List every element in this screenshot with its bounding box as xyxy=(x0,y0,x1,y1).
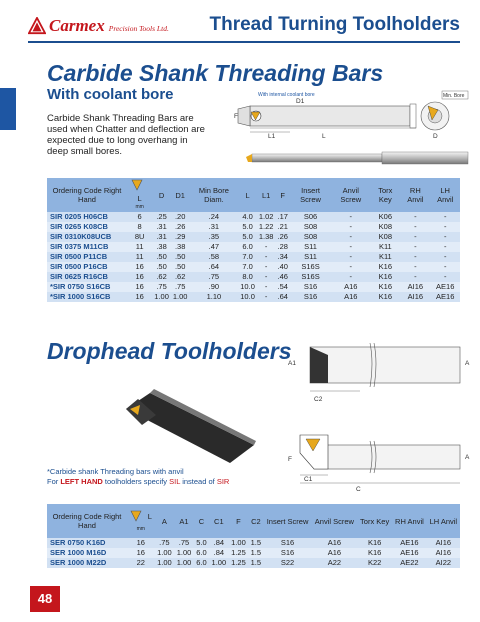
table-cell: AE16 xyxy=(392,548,427,558)
column-header: Ordering Code Right Hand xyxy=(47,178,127,212)
column-header: L xyxy=(238,178,257,212)
table-cell: .31 xyxy=(152,222,171,232)
table-cell: - xyxy=(400,262,430,272)
table-cell: .34 xyxy=(277,252,288,261)
table-cell: 16 xyxy=(127,538,155,548)
table-cell: - xyxy=(430,242,460,252)
table-cell: 7.0 xyxy=(238,252,257,262)
table-row xyxy=(47,242,460,252)
table-cell: .17 xyxy=(277,212,288,221)
table-cell: AE22 xyxy=(392,558,427,568)
table-cell: - xyxy=(331,242,370,252)
label-A1: A1 xyxy=(288,360,296,367)
table-cell: 8U xyxy=(127,232,152,242)
table-cell: A22 xyxy=(312,558,358,568)
table-cell: A16 xyxy=(331,282,370,292)
table-cell: A16 xyxy=(312,538,358,548)
table-cell: K16 xyxy=(370,272,400,282)
table-cell: .29 xyxy=(171,232,190,242)
section-description: Carbide Shank Threading Bars are used when Chatter and deflection are expected due to long overhang in deep small bores. xyxy=(47,113,205,157)
column-header: Min Bore Diam. xyxy=(189,178,238,212)
table-cell: 22 xyxy=(127,558,155,568)
table-cell: K16 xyxy=(370,292,400,302)
table-cell: 10.0 xyxy=(240,282,255,291)
table-cell: 1.00 xyxy=(174,548,194,558)
table-cell: AI16 xyxy=(427,538,460,548)
label-C1: C1 xyxy=(304,476,313,483)
table-cell: S11 xyxy=(290,252,331,262)
table-cell: K08 xyxy=(370,222,400,232)
table-cell: .35 xyxy=(189,232,238,242)
table-cell: 1.00 xyxy=(155,548,175,558)
table-cell: .31 xyxy=(152,232,171,242)
table-cell: K16 xyxy=(370,262,400,272)
table-row xyxy=(47,282,460,292)
note-left-hand xyxy=(47,477,229,487)
ordering-code: *SIR 0750 S16CB xyxy=(47,282,127,292)
table-cell: 16 xyxy=(127,272,152,282)
section-side-tab xyxy=(0,88,16,130)
table-cell: - xyxy=(331,232,370,242)
table-cell: K11 xyxy=(370,242,400,252)
column-header: C xyxy=(194,504,209,538)
drophead-drawing xyxy=(280,335,480,495)
table-cell: A16 xyxy=(312,548,358,558)
table-cell: 1.00 xyxy=(155,558,175,568)
column-header: C2 xyxy=(248,504,263,538)
table-cell: K08 xyxy=(370,232,400,242)
table-cell: A16 xyxy=(331,292,370,302)
drophead-toolholder-image xyxy=(120,385,260,470)
table-cell: - xyxy=(400,252,430,262)
table-cell: 6.0 xyxy=(238,242,257,252)
table-cell: 16 xyxy=(127,262,152,272)
table-cell: .21 xyxy=(277,222,288,231)
table-cell: 1.38 xyxy=(258,232,274,241)
table-cell: .38 xyxy=(171,242,190,252)
table-cell: 5.0 xyxy=(238,232,257,242)
table-cell: 11 xyxy=(127,242,152,252)
table-cell: .62 xyxy=(152,272,171,282)
table-cell: 1.00 xyxy=(174,558,194,568)
unit-label: mm xyxy=(136,525,145,532)
note-anvil: *Carbide shank Threading bars with anvil xyxy=(47,467,184,476)
table-cell: AI22 xyxy=(427,558,460,568)
table-cell: 6.0 xyxy=(194,558,209,568)
table-cell: .25 xyxy=(152,212,171,222)
table-cell: S08 xyxy=(290,222,331,232)
ordering-code: *SIR 1000 S16CB xyxy=(47,292,127,302)
table-row xyxy=(47,262,460,272)
ordering-code: SER 1000 M22D xyxy=(47,558,127,568)
column-header: RH Anvil xyxy=(392,504,427,538)
table-cell: - xyxy=(257,242,276,252)
note-text: For xyxy=(47,477,61,486)
table-cell: .75 xyxy=(152,282,171,292)
table-cell: 1.5 xyxy=(248,548,263,558)
table-cell: 6 xyxy=(127,212,152,222)
column-header: F xyxy=(275,178,289,212)
table-cell: - xyxy=(400,232,430,242)
section-subtitle-coolant: With coolant bore xyxy=(47,86,174,103)
label-F: F xyxy=(234,113,238,120)
ordering-code: SIR 0205 H06CB xyxy=(47,212,127,222)
table-cell: K16 xyxy=(357,538,392,548)
column-header-label: L xyxy=(147,511,152,521)
column-header: C1 xyxy=(209,504,229,538)
column-header xyxy=(127,178,152,212)
table-cell: - xyxy=(257,252,276,262)
table-cell: S16S xyxy=(290,272,331,282)
table-cell: AE16 xyxy=(430,292,460,302)
table-cell: - xyxy=(331,212,370,222)
ordering-code: SIR 0310K08UCB xyxy=(47,232,127,242)
section-title-drophead: Drophead Toolholders xyxy=(47,338,292,364)
table-cell: .84 xyxy=(209,538,229,548)
table-row xyxy=(47,272,460,282)
note-sir-code: SIR xyxy=(216,477,230,486)
table-row xyxy=(47,538,460,548)
header-divider xyxy=(28,41,460,43)
table-cell: 16 xyxy=(127,282,152,292)
column-header: D xyxy=(152,178,171,212)
table-cell: .50 xyxy=(152,252,171,262)
table-cell: - xyxy=(257,292,276,302)
table-cell: S16S xyxy=(290,262,331,272)
table-cell: .75 xyxy=(174,538,194,548)
table-cell: 8.0 xyxy=(238,272,257,282)
table-cell: - xyxy=(430,232,460,242)
table-cell: 1.00 xyxy=(172,292,188,301)
table-cell: K16 xyxy=(357,548,392,558)
table-cell: - xyxy=(257,282,276,292)
table-cell: S22 xyxy=(263,558,311,568)
page-number: 48 xyxy=(30,586,60,612)
table-cell: 10.0 xyxy=(240,292,255,301)
table-row xyxy=(47,292,460,302)
table-cell: 1.00 xyxy=(209,558,229,568)
column-header: Insert Screw xyxy=(263,504,311,538)
table-cell: AI16 xyxy=(400,292,430,302)
note-sil-code: SIL xyxy=(169,477,181,486)
table-cell: S06 xyxy=(290,212,331,222)
section-title-carbide-shank: Carbide Shank Threading Bars xyxy=(47,60,384,86)
note-text: instead of xyxy=(180,477,217,486)
table-cell: 1.00 xyxy=(154,292,169,301)
table-cell: .64 xyxy=(189,262,238,272)
table-cell: .90 xyxy=(189,282,238,292)
column-header: Insert Screw xyxy=(290,178,331,212)
table-cell: .75 xyxy=(155,538,175,548)
table-cell: .75 xyxy=(189,272,238,282)
table-row xyxy=(47,548,460,558)
label-D: D xyxy=(433,133,438,140)
table-cell: - xyxy=(430,262,460,272)
table-cell: .50 xyxy=(171,262,190,272)
ordering-code: SIR 0500 P11CB xyxy=(47,252,127,262)
table-cell: - xyxy=(257,272,276,282)
table-cell: 11 xyxy=(127,252,152,262)
table-cell: - xyxy=(400,272,430,282)
table-row xyxy=(47,232,460,242)
table-cell: .31 xyxy=(189,222,238,232)
column-header: D1 xyxy=(171,178,190,212)
table-cell: 1.02 xyxy=(258,212,274,221)
table-cell: .84 xyxy=(209,548,229,558)
table-cell: .58 xyxy=(189,252,238,262)
table-row xyxy=(47,222,460,232)
table-cell: - xyxy=(430,272,460,282)
ordering-code: SIR 0265 K08CB xyxy=(47,222,127,232)
column-header: RH Anvil xyxy=(400,178,430,212)
carbide-bar-spec-table xyxy=(47,178,460,302)
column-header-label: L xyxy=(137,194,142,203)
table-cell: - xyxy=(430,212,460,222)
table-header-row xyxy=(47,504,460,538)
table-cell: 1.10 xyxy=(189,292,238,302)
table-cell: - xyxy=(257,262,276,272)
table-cell: 1.25 xyxy=(229,558,249,568)
table-cell: - xyxy=(331,262,370,272)
table-cell: - xyxy=(331,222,370,232)
table-cell: S08 xyxy=(290,232,331,242)
ordering-code: SIR 0375 M11CB xyxy=(47,242,127,252)
table-cell: K22 xyxy=(357,558,392,568)
column-header: Anvil Screw xyxy=(331,178,370,212)
table-cell: .50 xyxy=(152,262,171,272)
label-A-bottom: A xyxy=(465,454,470,461)
table-cell: 1.5 xyxy=(248,558,263,568)
table-cell: - xyxy=(331,252,370,262)
brand-name: Carmex xyxy=(49,16,105,35)
label-F: F xyxy=(288,456,292,463)
note-text: toolholders specify xyxy=(102,477,170,486)
note-left-hand-highlight: LEFT HAND xyxy=(60,477,103,486)
table-cell: 16 xyxy=(127,292,152,302)
column-header: A xyxy=(155,504,175,538)
coolant-label: With internal coolant bore xyxy=(258,92,315,98)
column-header: F xyxy=(229,504,249,538)
table-cell: 6.0 xyxy=(194,548,209,558)
table-cell: AI16 xyxy=(427,548,460,558)
column-header: LH Anvil xyxy=(430,178,460,212)
table-cell: 16 xyxy=(127,548,155,558)
column-header: Torx Key xyxy=(357,504,392,538)
table-cell: .20 xyxy=(171,212,190,222)
insert-size-icon xyxy=(131,178,149,194)
table-cell: .50 xyxy=(171,252,190,262)
table-cell: - xyxy=(400,242,430,252)
table-cell: S16 xyxy=(263,548,311,558)
table-cell: 1.25 xyxy=(229,548,249,558)
insert-size-icon xyxy=(130,509,148,525)
table-cell: .26 xyxy=(277,232,288,241)
column-header: A1 xyxy=(174,504,194,538)
table-row xyxy=(47,212,460,222)
column-header: Torx Key xyxy=(370,178,400,212)
table-cell: .28 xyxy=(277,242,288,251)
column-header: L1 xyxy=(257,178,276,212)
drophead-spec-table xyxy=(47,504,460,568)
table-cell: .40 xyxy=(277,262,288,271)
brand-subtitle: Precision Tools Ltd. xyxy=(108,24,169,33)
table-cell: - xyxy=(331,272,370,282)
label-C2: C2 xyxy=(314,396,323,403)
table-cell: AE16 xyxy=(392,538,427,548)
table-row xyxy=(47,558,460,568)
table-cell: .38 xyxy=(152,242,171,252)
table-cell: AI16 xyxy=(400,282,430,292)
table-cell: .54 xyxy=(277,282,288,291)
column-header: Anvil Screw xyxy=(312,504,358,538)
column-header: LH Anvil xyxy=(427,504,460,538)
ordering-code: SIR 0500 P16CB xyxy=(47,262,127,272)
carmex-logo-mark-icon xyxy=(28,17,46,35)
label-C: C xyxy=(356,486,361,493)
table-cell: .64 xyxy=(277,292,288,301)
table-cell: K16 xyxy=(370,282,400,292)
table-header-row xyxy=(47,178,460,212)
table-cell: K11 xyxy=(370,252,400,262)
table-cell: - xyxy=(400,212,430,222)
unit-label: mm xyxy=(135,204,144,210)
table-cell: S16 xyxy=(290,282,331,292)
column-header: Ordering Code Right Hand xyxy=(47,504,127,538)
table-cell: K06 xyxy=(370,212,400,222)
table-cell: 5.0 xyxy=(238,222,257,232)
table-cell: .47 xyxy=(189,242,238,252)
table-row xyxy=(47,252,460,262)
table-cell: .75 xyxy=(171,282,190,292)
ordering-code: SIR 0625 R16CB xyxy=(47,272,127,282)
table-cell: 1.00 xyxy=(229,538,249,548)
table-cell: AE16 xyxy=(430,282,460,292)
table-cell: .26 xyxy=(171,222,190,232)
table-cell: .46 xyxy=(277,272,288,281)
table-cell: - xyxy=(400,222,430,232)
table-cell: 4.0 xyxy=(238,212,257,222)
table-cell: 5.0 xyxy=(194,538,209,548)
column-header xyxy=(127,504,155,538)
table-cell: .62 xyxy=(171,272,190,282)
table-cell: S16 xyxy=(263,538,311,548)
table-cell: .24 xyxy=(189,212,238,222)
label-A-top: A xyxy=(465,360,470,367)
ordering-code: SER 1000 M16D xyxy=(47,548,127,558)
table-cell: 7.0 xyxy=(238,262,257,272)
table-cell: 8 xyxy=(127,222,152,232)
table-cell: S16 xyxy=(290,292,331,302)
table-cell: 1.22 xyxy=(258,222,274,231)
table-cell: 1.5 xyxy=(248,538,263,548)
page-header-title: Thread Turning Toolholders xyxy=(209,14,460,35)
label-D1: D1 xyxy=(296,98,305,105)
table-notes xyxy=(47,467,229,487)
ordering-code: SER 0750 K16D xyxy=(47,538,127,548)
label-L1: L1 xyxy=(268,133,276,140)
label-L: L xyxy=(322,133,326,140)
table-cell: S11 xyxy=(290,242,331,252)
carmex-logo xyxy=(28,16,169,36)
table-cell: - xyxy=(430,252,460,262)
label-min-bore: Min. Bore xyxy=(443,93,465,99)
table-cell: - xyxy=(430,222,460,232)
